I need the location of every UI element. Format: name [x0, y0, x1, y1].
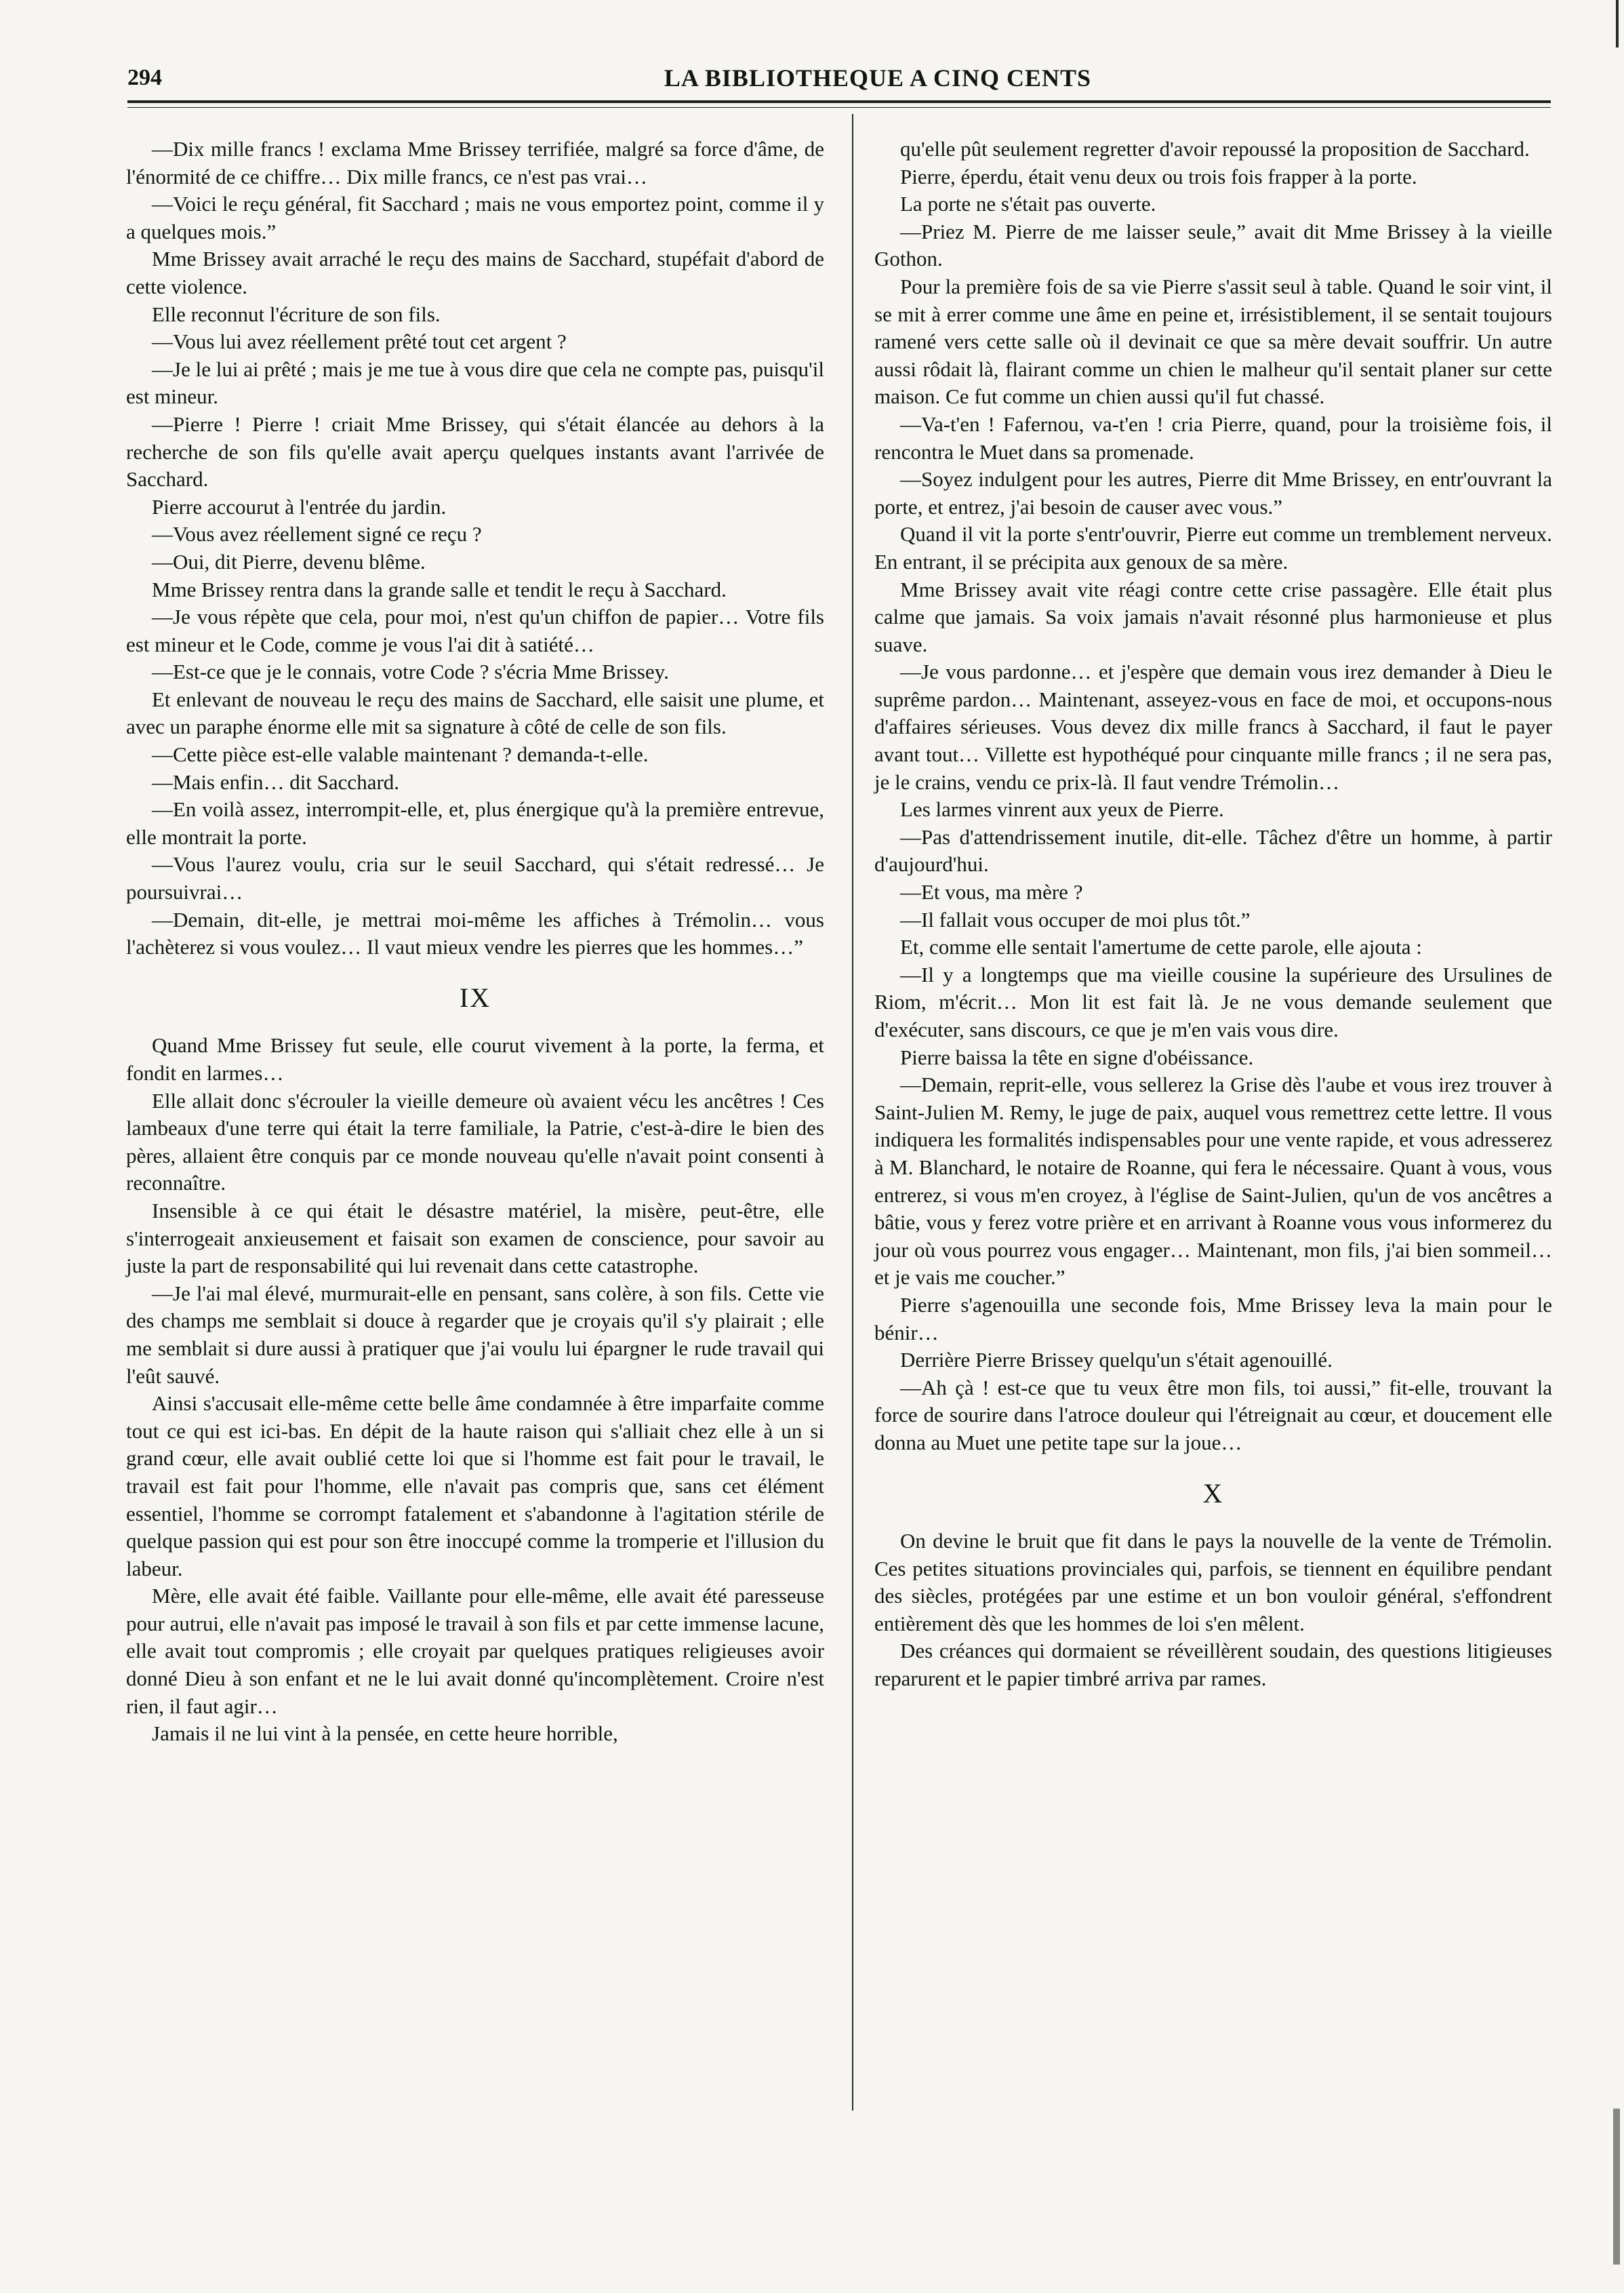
paragraph: Derrière Pierre Brissey quelqu'un s'était agenouillé. [900, 1348, 1333, 1372]
left-column-text-before [126, 136, 824, 961]
paragraph: —Je vous pardonne… et j'espère que demain vous irez demander à Dieu le suprême pardon… Maintenant, asseyez-vous en face de moi, et occupons-nous d'affaires sérieuses. Vous devez dix mille francs à Sacchard, il faut le payer avant tout… Villette est hypothéqué pour cinquante mille francs ; il ne sera pas, je le crains, vendu ce prix-là. Il faut vendre Trémolin… [874, 660, 1552, 794]
running-title: LA BIBLIOTHEQUE A CINQ CENTS [664, 64, 1092, 92]
paragraph: —Cette pièce est-elle valable maintenant ? demanda-t-elle. [152, 742, 649, 767]
paragraph: La porte ne s'était pas ouverte. [900, 192, 1156, 216]
paragraph: Mme Brissey avait arraché le reçu des mains de Sacchard, stupéfait d'abord de cette violence. [126, 247, 824, 298]
scan-edge-mark [1613, 2109, 1620, 2265]
paragraph: Mère, elle avait été faible. Vaillante pour elle-même, elle avait été paresseuse pour autrui, elle n'avait pas imposé le travail à son fils et par cette immense lacune, elle avait tout compromis ; elle croyait par quelques pratiques religieuses avoir donné Dieu à son enfant et ne le lui avait donné qu'incomplètement. Croire n'est rien, il faut agir… [126, 1584, 824, 1718]
chapter-heading-x: X [1202, 1477, 1224, 1509]
paragraph: Pierre baissa la tête en signe d'obéissance. [900, 1045, 1254, 1069]
paragraph: —Je vous répète que cela, pour moi, n'est qu'un chiffon de papier… Votre fils est mineur et le Code, comme je vous l'ai dit à satiété… [126, 605, 824, 656]
paragraph: —Demain, dit-elle, je mettrai moi-même les affiches à Trémolin… vous l'achèterez si vous voulez… Il vaut mieux vendre les pierres que les hommes…” [126, 907, 824, 959]
paragraph: Et, comme elle sentait l'amertume de cette parole, elle ajouta : [900, 935, 1422, 959]
paragraph: Les larmes vinrent aux yeux de Pierre. [900, 797, 1224, 822]
paragraph: —Priez M. Pierre de me laisser seule,” avait dit Mme Brissey à la vieille Gothon. [874, 219, 1552, 271]
paragraph: Quand il vit la porte s'entr'ouvrir, Pierre eut comme un tremblement nerveux. En entrant, il se précipita aux genoux de sa mère. [874, 522, 1552, 574]
scan-edge-mark [1616, 0, 1619, 47]
paragraph: Mme Brissey avait vite réagi contre cette crise passagère. Elle était plus calme que jamais. Sa voix jamais n'avait résonné plus harmonieuse et plus suave. [874, 577, 1552, 656]
right-column-text-after [874, 1528, 1552, 1693]
paragraph: —Oui, dit Pierre, devenu blême. [152, 549, 426, 574]
right-column [874, 136, 1552, 1693]
paragraph: —Va-t'en ! Fafernou, va-t'en ! cria Pierre, quand, pour la troisième fois, il rencontra le Muet dans sa promenade. [874, 412, 1552, 464]
paragraph: Jamais il ne lui vint à la pensée, en cette heure horrible, [152, 1721, 618, 1746]
paragraph: Ainsi s'accusait elle-même cette belle âme condamnée à être imparfaite comme tout ce qui est ici-bas. En dépit de la haute raison qui s'alliait chez elle à un si grand cœur, elle avait oublié cette loi que si l'homme est fait pour le travail, le travail est fait pour l'homme, elle n'avait pas compris que, sans cet élément essentiel, l'homme se corrompt fatalement et s'abandonne à l'agitation stérile de quelque passion qui est pour son être inoccupé comme la tromperie et l'illusion du labeur. [126, 1391, 824, 1580]
paragraph: Pierre accourut à l'entrée du jardin. [152, 494, 447, 519]
left-column-text-after [126, 1032, 824, 1747]
paragraph: Et enlevant de nouveau le reçu des mains de Sacchard, elle saisit une plume, et avec un paraphe énorme elle mit sa signature à côté de celle de son fils. [126, 687, 824, 739]
header-rule-thick [127, 100, 1551, 103]
paragraph: qu'elle pût seulement regretter d'avoir repoussé la proposition de Sacchard. [900, 137, 1530, 161]
paragraph: —En voilà assez, interrompit-elle, et, plus énergique qu'à la première entrevue, elle montrait la porte. [126, 797, 824, 849]
paragraph: Mme Brissey rentra dans la grande salle et tendit le reçu à Sacchard. [152, 577, 727, 601]
paragraph: —Pierre ! Pierre ! criait Mme Brissey, qui s'était élancée au dehors à la recherche de son fils qu'elle avait aperçu quelques instants avant l'arrivée de Sacchard. [126, 412, 824, 492]
paragraph: Pierre s'agenouilla une seconde fois, Mme Brissey leva la main pour le bénir… [874, 1292, 1552, 1344]
paragraph: Elle allait donc s'écrouler la vieille demeure où avaient vécu les ancêtres ! Ces lambeaux d'une terre qui était la terre familiale, la Patrie, c'est-à-dire le bien des pères, allaient être conquis par ce monde nouveau qu'elle n'avait point consenti à reconnaître. [126, 1088, 824, 1195]
paragraph: —Il y a longtemps que ma vieille cousine la supérieure des Ursulines de Riom, m'écrit… Mon lit est fait là. Je ne vous demande seulement que d'exécuter, sans discours, ce que je m'en vais vous dire. [874, 962, 1552, 1041]
paragraph: —Ah çà ! est-ce que tu veux être mon fils, toi aussi,” fit-elle, trouvant la force de sourire dans l'atroce douleur qui l'étreignait au cœur, et doucement elle donna au Muet une petite tape sur la joue… [874, 1375, 1552, 1454]
left-column [126, 136, 824, 1748]
paragraph: Pierre, éperdu, était venu deux ou trois fois frapper à la porte. [900, 164, 1417, 188]
paragraph: —Il fallait vous occuper de moi plus tôt.” [900, 907, 1251, 932]
header-rule-thin [127, 107, 1551, 108]
paragraph: —Demain, reprit-elle, vous sellerez la Grise dès l'aube et vous irez trouver à Saint-Julien M. Remy, le juge de paix, auquel vous remettrez cette lettre. Il vous indiquera les formalités indispensables pour une vente rapide, et vous adresserez à M. Blanchard, le notaire de Roanne, qui fera le nécessaire. Quant à vous, vous entrerez, si vous m'en croyez, à l'église de Saint-Julien, qu'un de vos ancêtres a bâtie, vous y ferez votre prière et en arrivant à Roanne vous vous informerez du jour où vous pourrez vous engager… Maintenant, mon fils, j'ai bien sommeil… et je vais me coucher.” [874, 1073, 1552, 1290]
paragraph: Elle reconnut l'écriture de son fils. [152, 302, 441, 326]
chapter-heading-ix: IX [459, 982, 491, 1013]
paragraph: Insensible à ce qui était le désastre matériel, la misère, peut-être, elle s'interrogeait anxieusement et faisait son examen de conscience, pour savoir au juste la part de responsabilité qui lui revenait dans cette catastrophe. [126, 1198, 824, 1278]
paragraph: Des créances qui dormaient se réveillèrent soudain, des questions litigieuses reparurent et le papier timbré arriva par rames. [874, 1639, 1552, 1691]
paragraph: —Voici le reçu général, fit Sacchard ; mais ne vous emportez point, comme il y a quelques mois.” [126, 192, 824, 243]
column-divider [852, 114, 853, 2111]
paragraph: —Et vous, ma mère ? [900, 880, 1083, 904]
right-column-text-before [874, 136, 1552, 1457]
paragraph: —Pas d'attendrissement inutile, dit-elle. Tâchez d'être un homme, à partir d'aujourd'hui. [874, 824, 1552, 877]
paragraph: On devine le bruit que fit dans le pays la nouvelle de la vente de Trémolin. Ces petites situations provinciales qui, parfois, se tiennent en équilibre pendant des siècles, protégées par une estime et un bon vouloir général, s'effondrent entièrement dès que les hommes de loi s'en mêlent. [874, 1529, 1552, 1635]
paragraph: —Je le lui ai prêté ; mais je me tue à vous dire que cela ne compte pas, puisqu'il est mineur. [126, 357, 824, 409]
paragraph: —Mais enfin… dit Sacchard. [152, 770, 400, 794]
paragraph: —Est-ce que je le connais, votre Code ? s'écria Mme Brissey. [152, 660, 669, 684]
paragraph: —Vous lui avez réellement prêté tout cet argent ? [152, 330, 567, 354]
paragraph: —Dix mille francs ! exclama Mme Brissey terrifiée, malgré sa force d'âme, de l'énormité de ce chiffre… Dix mille francs, ce n'est pas vrai… [126, 137, 824, 188]
paragraph: —Soyez indulgent pour les autres, Pierre dit Mme Brissey, en entr'ouvrant la porte, et entrez, j'ai besoin de causer avec vous.” [874, 467, 1552, 519]
paragraph: —Vous l'aurez voulu, cria sur le seuil Sacchard, qui s'était redressé… Je poursuivrai… [126, 852, 824, 904]
paragraph: —Je l'ai mal élevé, murmurait-elle en pensant, sans colère, à son fils. Cette vie des champs me semblait si douce à regarder que je croyais qu'il s'y plairait ; elle me semblait si dure aussi à pratiquer que j'ai voulu lui épargner le rude travail qui l'eût sauvé. [126, 1281, 824, 1388]
paragraph: Quand Mme Brissey fut seule, elle courut vivement à la porte, la ferma, et fondit en larmes… [126, 1033, 824, 1085]
paragraph: Pour la première fois de sa vie Pierre s'assit seul à table. Quand le soir vint, il se mit à errer comme une âme en peine et, irrésistiblement, il se sentait toujours ramené vers cette salle où il devinait ce que sa mère devait souffrir. Un autre aussi rôdait là, flairant comme un chien le malheur qu'il sentait planer sur cette maison. Ce fut comme un chien aussi qu'il fut chassé. [874, 274, 1552, 409]
paragraph: —Vous avez réellement signé ce reçu ? [152, 522, 482, 546]
page-number: 294 [127, 65, 162, 90]
